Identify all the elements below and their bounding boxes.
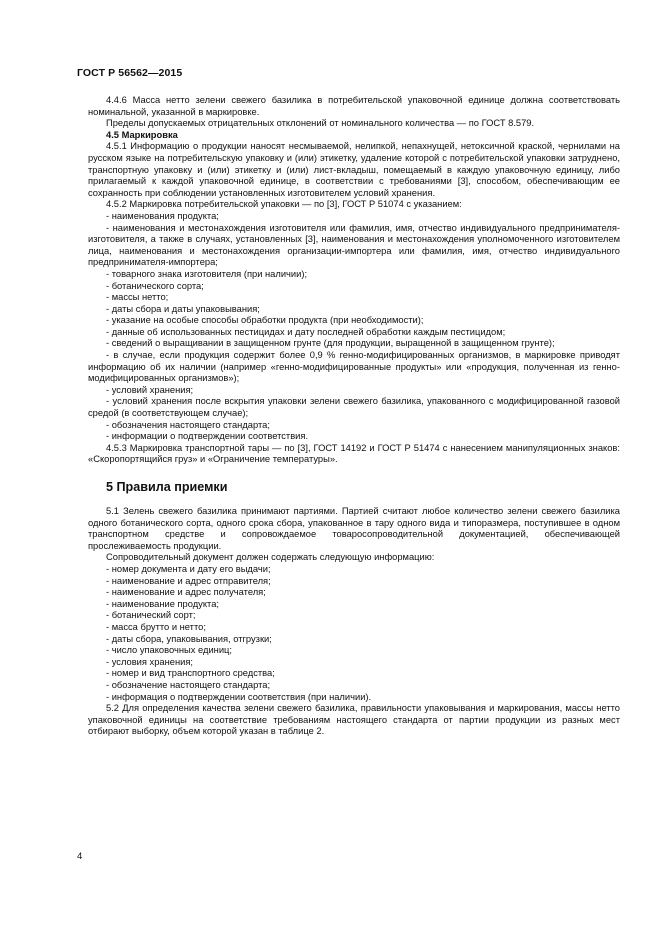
- list-item: - наименование и адрес получателя;: [106, 587, 266, 598]
- clause-4-5-2: 4.5.2 Маркировка потребительской упаковки — по [3], ГОСТ Р 51074 с указанием:: [106, 199, 462, 210]
- list-item: - ботанического сорта;: [106, 280, 204, 291]
- document-header: ГОСТ Р 56562—2015: [77, 67, 183, 79]
- list-item: - число упаковочных единиц;: [106, 645, 232, 656]
- list-item: - номер и вид транспортного средства;: [106, 668, 275, 679]
- list-item: - товарного знака изготовителя (при наличии);: [106, 268, 308, 279]
- list-item: - номер документа и дату его выдачи;: [106, 563, 271, 574]
- list-item: - даты сбора, упаковывания, отгрузки;: [106, 633, 272, 644]
- list-item: - наименование и адрес отправителя;: [106, 575, 271, 586]
- list-item: - наименование продукта;: [106, 598, 220, 609]
- list-item: - информация о подтверждении соответствия (при наличии).: [106, 691, 372, 702]
- marking-requirements-list: [88, 211, 620, 443]
- section-4-5-heading: 4.5 Маркировка: [106, 129, 178, 140]
- clause-4-4-6: 4.4.6 Масса нетто зелени свежего базилика в потребительской упаковочной единице должна соответствовать номинальной, указанной в маркировке.: [88, 95, 620, 117]
- list-item: - наименования продукта;: [106, 210, 219, 221]
- list-item: - массы нетто;: [106, 292, 169, 303]
- list-item: - обозначения настоящего стандарта;: [106, 419, 270, 430]
- list-item: - ботанический сорт;: [106, 610, 196, 621]
- section-5-heading: 5 Правила приемки: [106, 480, 228, 494]
- clause-5-1-document: Сопроводительный документ должен содержать следующую информацию:: [106, 552, 435, 563]
- list-item: - условий хранения после вскрытия упаковки зелени свежего базилика, упакованного с модифицированной газовой средой (в соответствующем случае);: [88, 396, 620, 419]
- list-item: - указание на особые способы обработки продукта (при необходимости);: [106, 315, 424, 326]
- list-item: - наименования и местонахождения изготовителя или фамилия, имя, отчество индивидуального предпринимателя-изготовителя, а также в случаях, установленных [3], наименования и местонахождения уполномоченного изготовителем лица, наименования и местонахождения организации-импортера или фамилия, имя, отчество индивидуального предпринимателя-импортера;: [88, 222, 620, 268]
- clause-4-4-6-limits: Пределы допускаемых отрицательных отклонений от номинального количества — по ГОСТ 8.579.: [106, 118, 535, 129]
- page-content: [88, 95, 620, 738]
- list-item: - в случае, если продукция содержит более 0,9 % генно-модифицированных организмов, в маркировке приводят информацию об их наличии (например «генно-модифицированные продукты» или «продукция, полученная из генно-модифицированных организмов»);: [88, 350, 620, 384]
- list-item: - условия хранения;: [106, 656, 193, 667]
- page-number: 4: [77, 851, 83, 862]
- list-item: - условий хранения;: [106, 384, 194, 395]
- clause-4-5-1: 4.5.1 Информацию о продукции наносят несмываемой, нелипкой, непахнущей, нетоксичной краской, чернилами на русском языке на потребительскую упаковку и (или) этикетку, удаление которой с потребительской упаковки затруднено, транспортную упаковку и (или) этикетку и (или) лист-вкладыш, помещаемый в каждую упаковочную единицу, либо прилагаемый к каждой упаковочной единице, в соответствии с требованиями [3], способом, обеспечивающим ее сохранность при соблюдении установленных изготовителем условий хранения.: [88, 141, 620, 198]
- list-item: - информации о подтверждении соответствия.: [106, 431, 309, 442]
- list-item: - данные об использованных пестицидах и дату последней обработки каждым пестицидом;: [106, 326, 506, 337]
- clause-5-1: 5.1 Зелень свежего базилика принимают партиями. Партией считают любое количество зелени свежего базилика одного ботанического сорта, одного срока сбора, упакованное в тару одного вида и типоразмера, поступившее в одном транспортном средстве и сопровождаемое товаросопроводительной документацией, обеспечивающей прослеживаемость продукции.: [88, 506, 620, 551]
- list-item: - сведений о выращивании в защищенном грунте (для продукции, выращенной в защищенном грунте);: [106, 338, 555, 349]
- list-item: - даты сбора и даты упаковывания;: [106, 303, 260, 314]
- accompanying-document-list: [88, 564, 620, 703]
- clause-4-5-3: 4.5.3 Маркировка транспортной тары — по [3], ГОСТ 14192 и ГОСТ Р 51474 с нанесением манипуляционных знаков: «Скоропортящийся груз» и «Ограничение температуры».: [88, 442, 620, 465]
- clause-5-2: 5.2 Для определения качества зелени свежего базилика, правильности упаковывания и маркирования, массы нетто упаковочной единицы на соответствие требованиям настоящего стандарта от партии продукции из разных мест отбирают выборку, объем которой указан в таблице 2.: [88, 703, 620, 737]
- list-item: - масса брутто и нетто;: [106, 621, 206, 632]
- list-item: - обозначение настоящего стандарта;: [106, 679, 271, 690]
